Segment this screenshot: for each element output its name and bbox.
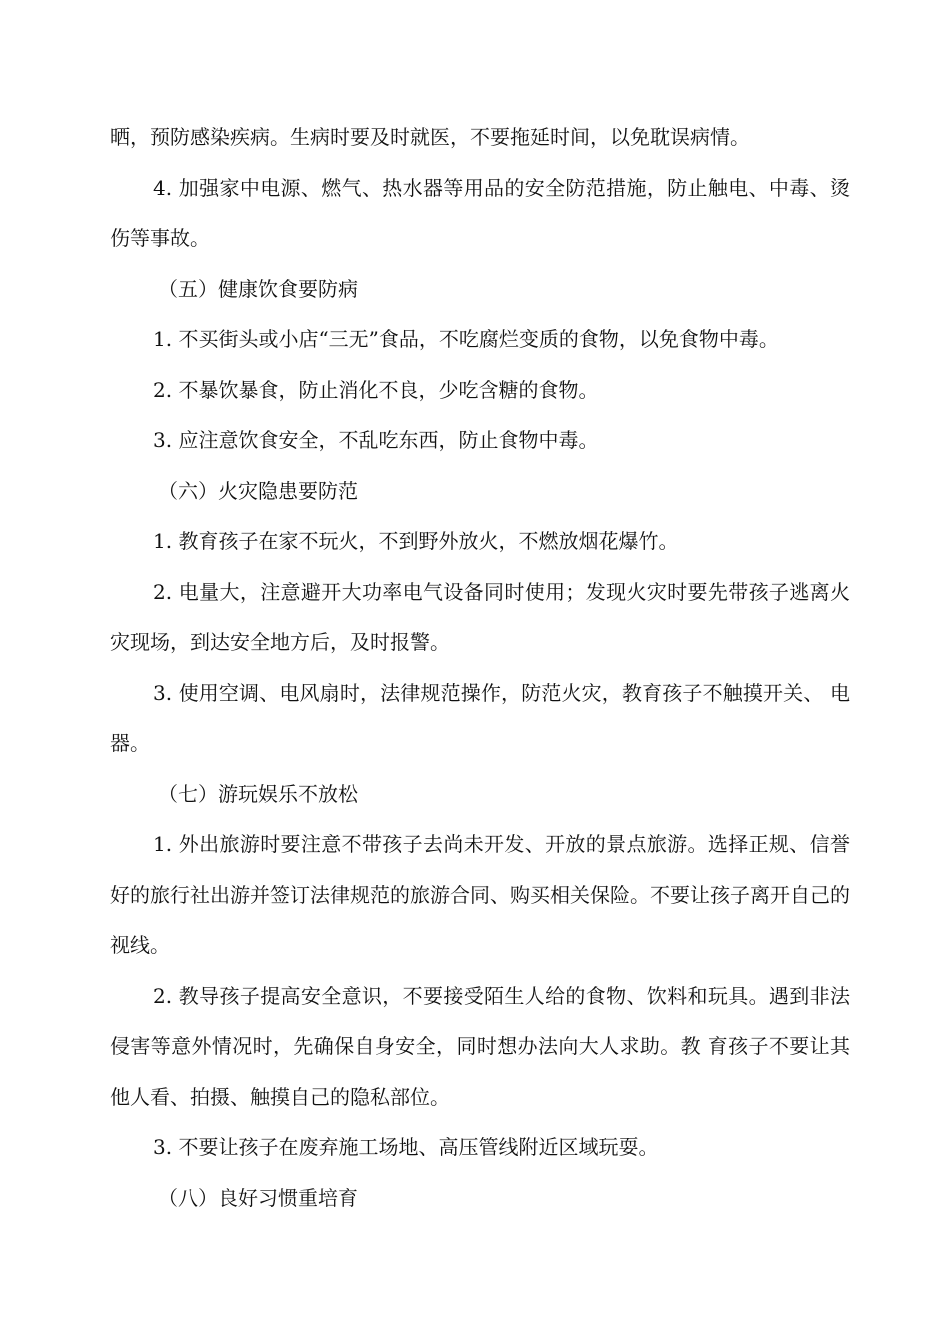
section-heading: （七）游玩娱乐不放松: [158, 781, 358, 806]
body-paragraph: 3. 不要让孩子在废弃施工场地、高压管线附近区域玩耍。: [153, 1135, 659, 1159]
section-heading: （六）火灾隐患要防范: [158, 478, 358, 503]
body-paragraph: 2. 电量大，注意避开大功率电气设备同时使用；发现火灾时要先带孩子逃离火灾现场，到达安全地方后，及时报警。: [110, 579, 850, 654]
section-heading: （八）良好习惯重培育: [158, 1185, 358, 1210]
body-paragraph: 2. 教导孩子提高安全意识，不要接受陌生人给的食物、饮料和玩具。遇到非法侵害等意外情况时，先确保自身安全，同时想办法向大人求助。教 育孩子不要让其他人看、拍摄、触摸自己的隐私部位。: [110, 983, 850, 1109]
body-paragraph: 1. 外出旅游时要注意不带孩子去尚未开发、开放的景点旅游。选择正规、信誉好的旅行社出游并签订法律规范的旅游合同、购买相关保险。不要让孩子离开自己的视线。: [110, 832, 850, 957]
body-paragraph: 4. 加强家中电源、燃气、热水器等用品的安全防范措施，防止触电、中毒、烫伤等事故。: [110, 175, 850, 250]
body-paragraph: 1. 不买街头或小店“三无”食品，不吃腐烂变质的食物，以免食物中毒。: [153, 327, 779, 351]
document-body: [110, 112, 850, 1223]
body-paragraph: 2. 不暴饮暴食，防止消化不良，少吃含糖的食物。: [153, 377, 599, 402]
section-heading: （五）健康饮食要防病: [158, 276, 358, 301]
body-paragraph: 1. 教育孩子在家不玩火，不到野外放火，不燃放烟花爆竹。: [153, 529, 679, 553]
body-paragraph: 晒，预防感染疾病。生病时要及时就医，不要拖延时间，以免耽误病情。: [110, 125, 750, 149]
body-paragraph: 3. 使用空调、电风扇时，法律规范操作，防范火灾，教育孩子不触摸开关、 电器。: [110, 680, 850, 755]
body-paragraph: 3. 应注意饮食安全，不乱吃东西，防止食物中毒。: [153, 428, 599, 452]
